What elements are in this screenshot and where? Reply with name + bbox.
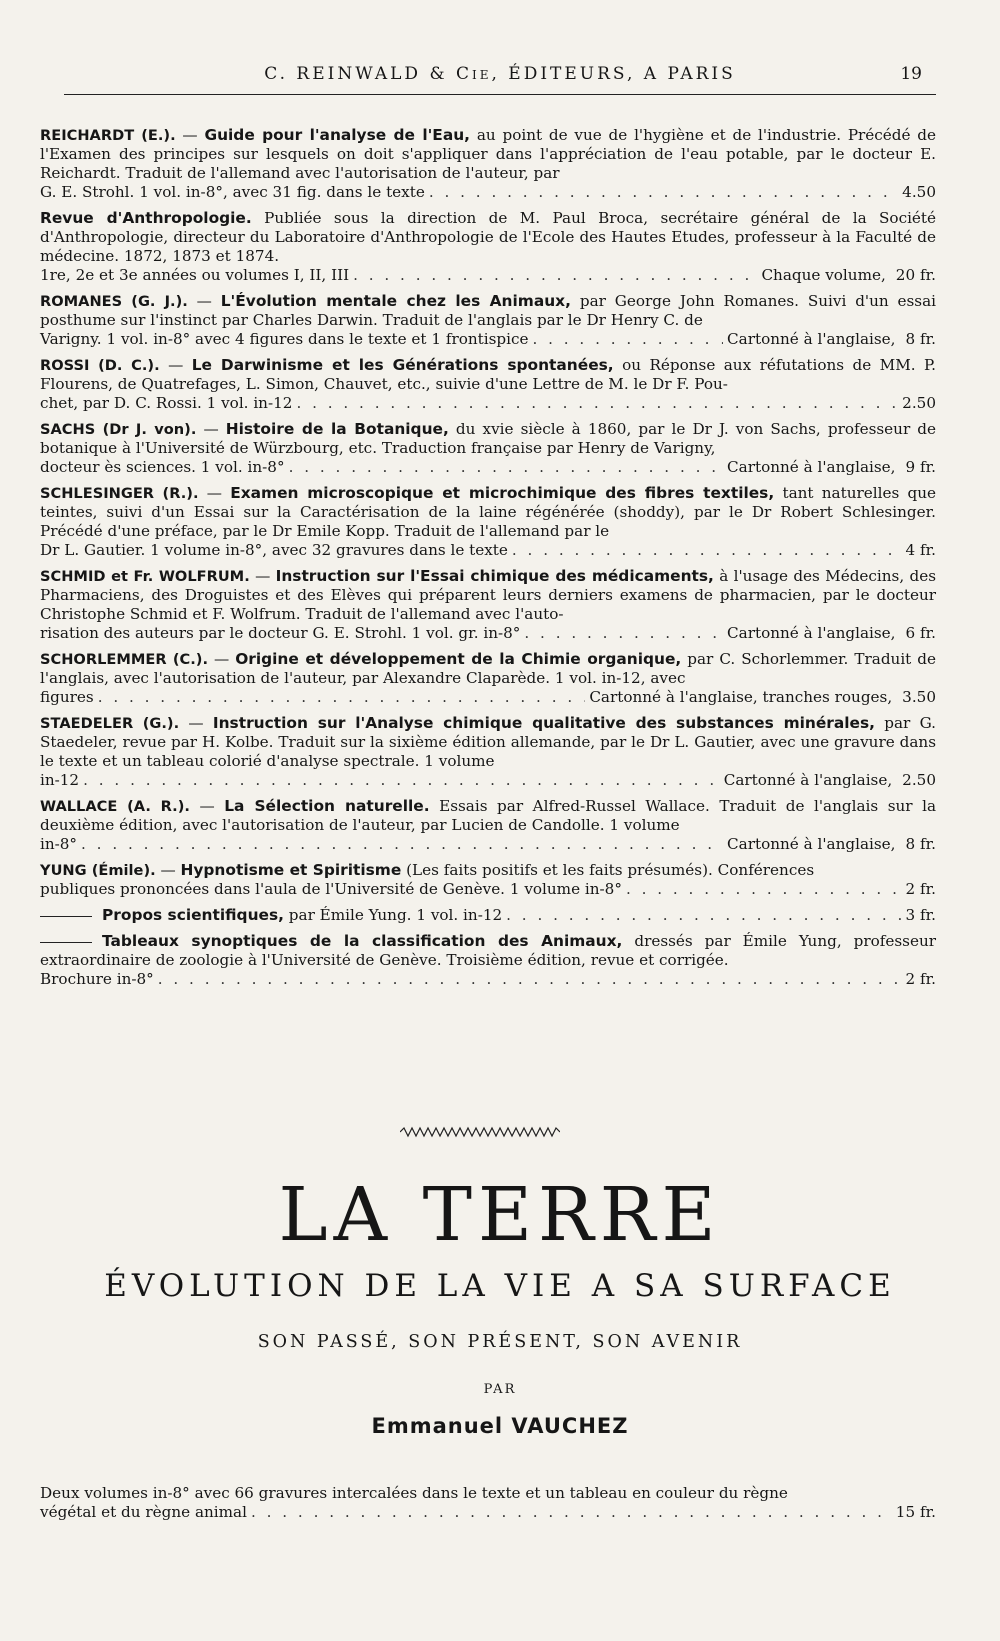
entry-lead: Varigny. 1 vol. in-8° avec 4 figures dans le texte et 1 frontispice [40,330,529,348]
catalog-entry: ROMANES (G. J.). — L'Évolution mentale chez les Animaux, par George John Romanes. Suivi d'un essai posthume sur l'instinct par Charles Darwin. Traduit de l'anglais par le Dr Henry C. de Varigny. 1 vol. in-8° avec 4 figures dans le texte et 1 frontispice . . . Cartonné à l'anglaise, 8 fr. [40,292,936,349]
publisher-header: C. REINWALD & Cie, ÉDITEURS, A PARIS [264,64,736,84]
catalog-entry: SACHS (Dr J. von). — Histoire de la Botanique, du xvie siècle à 1860, par le Dr J. von Sachs, professeur de botanique à l'Université de Würzbourg, etc. Traduction française par Henry de Varigny, docteur ès sciences. 1 vol. in-8° . . . Cartonné à l'anglaise, 9 fr. [40,420,936,477]
leader-dots [353,266,757,285]
entry-lead: docteur ès sciences. 1 vol. in-8° [40,458,285,476]
leader-dots [532,330,723,349]
entry-title: Instruction sur l'Analyse chimique qualitative des substances minérales, [212,714,875,732]
entry-price: 2.50 [902,394,936,412]
feature-title: LA TERRE [278,1172,722,1258]
binding-note: Cartonné à l'anglaise, [727,330,896,348]
leader-dots [626,880,902,899]
entry-lead: chet, par D. C. Rossi. 1 vol. in-12 [40,394,293,412]
catalog-entry: ROSSI (D. C.). — Le Darwinisme et les Générations spontanées, ou Réponse aux réfutations de MM. P. Flourens, de Quatrefages, L. Simon, Chauvet, etc., suivie d'une Lettre de M. le Dr F. Pou- chet, par D. C. Rossi. 1 vol. in-12 . . . 2.50 [40,356,936,413]
leader-dots [251,1503,892,1522]
entry-tail [40,183,936,202]
entry-author: SACHS (Dr J. von). [40,421,197,438]
entry-body: à l'usage des Médecins, des Pharmaciens, des Droguistes et des Elèves qui préparent leurs derniers examens de pharmacien, par le docteur Christophe Schmid et F. Wolfrum. Traduit de l'allemand avec l'auto- [40,567,937,623]
entry-title: Histoire de la Botanique, [225,420,449,438]
entry-tail [40,624,936,643]
entry-tail [40,266,936,285]
entry-author: ROSSI (D. C.). [40,357,160,374]
leader-dots [98,688,586,707]
binding-note: Chaque volume, [761,266,886,284]
binding-note: Cartonné à l'anglaise, tranches rouges, [589,688,893,706]
entry-body: (Les faits positifs et les faits présumés). Conférences [406,861,815,879]
catalog-entry [40,209,936,285]
feature-subtitle: ÉVOLUTION DE LA VIE A SA SURFACE [104,1268,896,1304]
feature-description [40,1484,936,1522]
entry-body: tant naturelles que teintes, suivi d'un Essai sur la Caractérisation de la laine régénérée (shoddy), par le Dr Robert Schlesinger. Précédé d'une préface, par le Dr Emile Kopp. Traduit de l'allemand par le [40,484,936,540]
entry-title: Examen microscopique et microchimique des fibres textiles, [230,484,775,502]
leader-dots [158,970,902,989]
entry-author: STAEDELER (G.). [40,715,180,732]
entry-lead: risation des auteurs par le docteur G. E. Strohl. 1 vol. gr. in-8° [40,624,521,642]
catalog-entries [40,126,936,996]
feature-lead: végétal et du règne animal [40,1503,247,1521]
entry-lead: in-8° [40,835,78,853]
entry-body: au point de vue de l'hygiène et de l'industrie. Précédé de l'Examen des principes sur lesquels on doit s'appliquer dans l'appréciation de l'eau potable, par le docteur E. Reichardt. Traduit de l'allemand avec l'autorisation de l'auteur, par [40,126,937,182]
entry-author: REICHARDT (E.). [40,127,176,144]
catalog-entry: REICHARDT (E.). — Guide pour l'analyse de l'Eau, au point de vue de l'hygiène et de l'industrie. Précédé de l'Examen des principes sur lesquels on doit s'appliquer dans l'appréciation de l'eau potable, par le docteur E. Reichardt. Traduit de l'allemand avec l'autorisation de l'auteur, par G. E. Strohl. 1 vol. in-8°, avec 31 fig. dans le texte . . . 4.50 [40,126,936,202]
entry-title: Origine et développement de la Chimie organique, [235,650,682,668]
entry-title: Hypnotisme et Spiritisme [180,861,402,879]
feature-par: PAR [483,1382,517,1397]
catalog-entry: SCHORLEMMER (C.). — Origine et développement de la Chimie organique, par C. Schorlemmer. Traduit de l'anglais, avec l'autorisation de l'auteur, par Alexandre Claparède. 1 vol. in-12, avec figures . . . Cartonné à l'anglaise, tranches rouges, 3.50 [40,650,936,707]
entry-author: YUNG (Émile). [40,862,156,879]
entry-tail [40,458,936,477]
leader-dots [524,624,723,643]
ornament-divider [400,1126,560,1138]
entry-title: L'Évolution mentale chez les Animaux, [220,292,571,310]
binding-note: Cartonné à l'anglaise, [727,624,896,642]
entry-tail [40,771,936,790]
leader-dots [296,394,898,413]
page-header [64,60,936,95]
catalog-entry [40,932,936,989]
entry-author: SCHORLEMMER (C.). [40,651,208,668]
entry-body: par C. Schorlemmer. Traduit de l'anglais, avec l'autorisation de l'auteur, par Alexandre Claparède. 1 vol. in-12, avec [40,650,936,687]
entry-lead: Dr L. Gautier. 1 volume in-8°, avec 32 gravures dans le texte [40,541,508,559]
entry-price: 8 fr. [905,330,936,348]
entry-title: Propos scientifiques, [102,906,284,924]
entry-price: 4.50 [902,183,936,201]
entry-author: SCHMID et Fr. WOLFRUM. [40,568,250,585]
entry-author: WALLACE (A. R.). [40,798,190,815]
entry-body: par George John Romanes. Suivi d'un essai posthume sur l'instinct par Charles Darwin. Traduit de l'anglais par le Dr Henry C. de [40,292,937,329]
entry-lead: G. E. Strohl. 1 vol. in-8°, avec 31 fig. dans le texte [40,183,425,201]
binding-note: Cartonné à l'anglaise, [727,458,896,476]
entry-lead: 1re, 2e et 3e années ou volumes I, II, III [40,266,350,284]
entry-lead: publiques prononcées dans l'aula de l'Université de Genève. 1 volume in-8° [40,880,622,898]
entry-author: ROMANES (G. J.). [40,293,188,310]
feature-price: 15 fr. [895,1503,936,1521]
entry-price: 3 fr. [905,906,936,924]
entry-tail [40,688,936,707]
entry-lead-wrap [40,906,502,925]
leader-dots [506,906,901,925]
entry-body: par G. Staedeler, revue par H. Kolbe. Traduit sur la sixième édition allemande, par le Dr L. Gautier, avec une gravure dans le texte et un tableau colorié d'analyse spectrale. 1 volume [40,714,936,770]
catalog-entry: YUNG (Émile). — Hypnotisme et Spiritisme (Les faits positifs et les faits présumés). Conférences publiques prononcées dans l'aula de l'Université de Genève. 1 volume in-8° . . . 2 fr. [40,861,936,899]
entry-tail [40,541,936,560]
feature-tail [40,1503,936,1522]
entry-title: Instruction sur l'Essai chimique des médicaments, [275,567,714,585]
entry-price: 8 fr. [905,835,936,853]
entry-body: du xvie siècle à 1860, par le Dr J. von Sachs, professeur de botanique à l'Université de Würzbourg, etc. Traduction française par Henry de Varigny, [40,420,937,457]
entry-price: 2 fr. [905,880,936,898]
ditto-dash [40,942,92,943]
entry-title: Le Darwinisme et les Générations spontanées, [191,356,614,374]
leader-dots [83,771,720,790]
entry-title: La Sélection naturelle. [224,797,430,815]
binding-note: Cartonné à l'anglaise, [723,771,893,789]
entry-price: 9 fr. [905,458,936,476]
entry-body: Publiée sous la direction de M. Paul Broca, secrétaire général de la Société d'Anthropologie, directeur du Laboratoire d'Anthropologie de l'Ecole des Hautes Etudes, professeur à la Faculté de médecine. 1872, 1873 et 1874. [40,209,937,265]
entry-tail [40,906,936,925]
feature-author: Emmanuel VAUCHEZ [371,1414,629,1438]
leader-dots [429,183,898,202]
entry-title: Guide pour l'analyse de l'Eau, [204,126,471,144]
entry-price: 3.50 [902,688,936,706]
binding-note: Cartonné à l'anglaise, [727,835,896,853]
entry-body: Essais par Alfred-Russel Wallace. Traduit de l'anglais sur la deuxième édition, avec l'autorisation de l'auteur, par Lucien de Candolle. 1 volume [40,797,936,834]
feature-body: Deux volumes in-8° avec 66 gravures intercalées dans le texte et un tableau en couleur du règne [40,1484,788,1502]
entry-price: 4 fr. [905,541,936,559]
entry-body: ou Réponse aux réfutations de MM. P. Flourens, de Quatrefages, L. Simon, Chauvet, etc., suivie d'une Lettre de M. le Dr F. Pou- [40,356,936,393]
entry-price: 6 fr. [905,624,936,642]
leader-dots [289,458,723,477]
catalog-entry: WALLACE (A. R.). — La Sélection naturelle. Essais par Alfred-Russel Wallace. Traduit de l'anglais sur la deuxième édition, avec l'autorisation de l'auteur, par Lucien de Candolle. 1 volume in-8° . . . Cartonné à l'anglaise, 8 fr. [40,797,936,854]
catalog-entry: STAEDELER (G.). — Instruction sur l'Analyse chimique qualitative des substances minérales, par G. Staedeler, revue par H. Kolbe. Traduit sur la sixième édition allemande, par le Dr L. Gautier, avec une gravure dans le texte et un tableau colorié d'analyse spectrale. 1 volume in-12 . . . Cartonné à l'anglaise, 2.50 [40,714,936,790]
entry-price: 2.50 [902,771,936,789]
entry-title: Tableaux synoptiques de la classification des Animaux, [102,932,623,950]
catalog-entry: SCHLESINGER (R.). — Examen microscopique et microchimique des fibres textiles, tant naturelles que teintes, suivi d'un Essai sur la Caractérisation de la laine régénérée (shoddy), par le Dr Robert Schlesinger. Précédé d'une préface, par le Dr Emile Kopp. Traduit de l'allemand par le Dr L. Gautier. 1 volume in-8°, avec 32 gravures dans le texte . . . 4 fr. [40,484,936,560]
entry-lead: Brochure in-8° [40,970,154,988]
catalog-entry: SCHMID et Fr. WOLFRUM. — Instruction sur l'Essai chimique des médicaments, à l'usage des Médecins, des Pharmaciens, des Droguistes et des Elèves qui préparent leurs derniers examens de pharmacien, par le docteur Christophe Schmid et F. Wolfrum. Traduit de l'allemand avec l'auto- risation des auteurs par le docteur G. E. Strohl. 1 vol. gr. in-8° . . . Cartonné à l'anglaise, 6 fr. [40,567,936,643]
entry-tail [40,835,936,854]
entry-price: 2 fr. [905,970,936,988]
ditto-dash [40,916,92,917]
entry-lead: in-12 [40,771,80,789]
leader-dots [81,835,723,854]
entry-lead: figures [40,688,94,706]
entry-tail [40,880,936,899]
entry-title: Revue d'Anthropologie. [40,209,252,227]
page-number: 19 [900,64,922,84]
catalog-entry [40,906,936,925]
entry-tail [40,394,936,413]
entry-body: dressés par Émile Yung, professeur extraordinaire de zoologie à l'Université de Genève. Troisième édition, revue et corrigée. [40,932,936,969]
feature-tagline: SON PASSÉ, SON PRÉSENT, SON AVENIR [257,1332,743,1352]
entry-tail [40,970,936,989]
entry-tail [40,330,936,349]
entry-lead: par Émile Yung. 1 vol. in-12 [288,906,503,924]
leader-dots [512,541,902,560]
entry-author: SCHLESINGER (R.). [40,485,199,502]
entry-price: 20 fr. [895,266,936,284]
